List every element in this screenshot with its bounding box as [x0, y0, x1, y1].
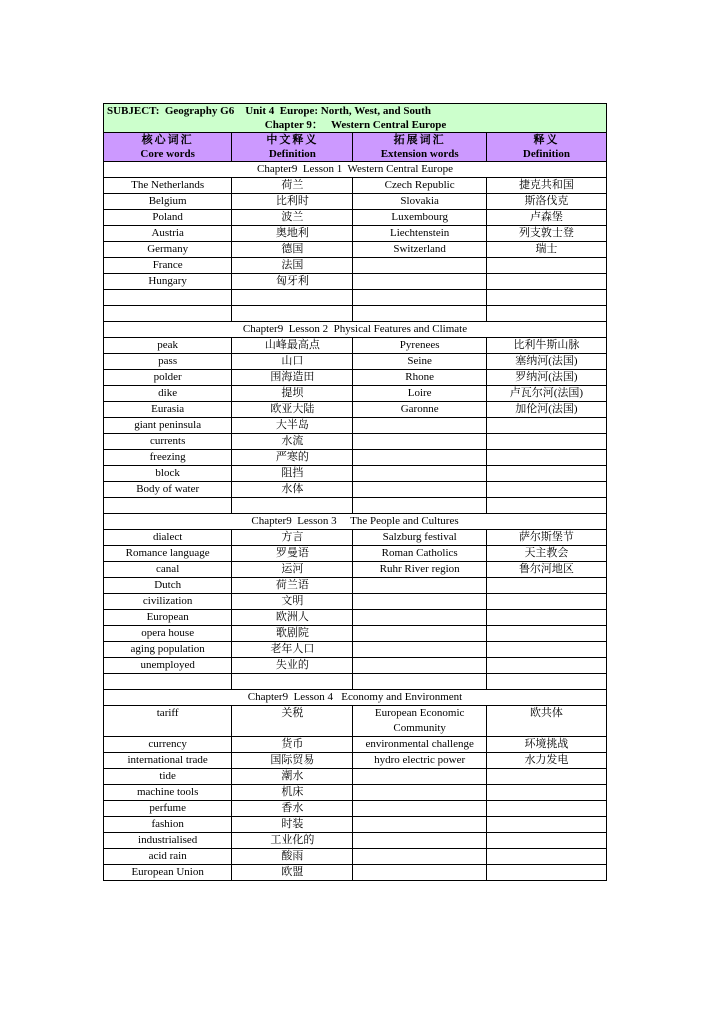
core-definition-cell: 欧盟	[232, 865, 353, 881]
table-row	[104, 546, 607, 562]
core-word-cell: polder	[104, 370, 232, 386]
column-header-extension-words	[353, 133, 486, 162]
extension-word-cell	[353, 801, 486, 817]
extension-definition-cell	[486, 865, 606, 881]
core-word-cell: giant peninsula	[104, 418, 232, 434]
column-header-extension-definition	[486, 133, 606, 162]
core-word-cell: pass	[104, 354, 232, 370]
core-word-cell: Germany	[104, 242, 232, 258]
extension-word-cell	[353, 258, 486, 274]
core-word-cell: unemployed	[104, 658, 232, 674]
table-row	[104, 354, 607, 370]
core-word-cell: peak	[104, 338, 232, 354]
table-row	[104, 817, 607, 833]
table-row	[104, 498, 607, 514]
extension-word-cell	[353, 642, 486, 658]
extension-definition-cell: 加伦河(法国)	[486, 402, 606, 418]
extension-definition-cell: 卢瓦尔河(法国)	[486, 386, 606, 402]
extension-word-cell	[353, 865, 486, 881]
extension-definition-cell: 比利牛斯山脉	[486, 338, 606, 354]
column-header-cn: 拓展词汇	[393, 134, 446, 146]
table-row	[104, 338, 607, 354]
table-row	[104, 610, 607, 626]
extension-definition-cell	[486, 626, 606, 642]
table-row	[104, 753, 607, 769]
core-definition-cell: 关税	[232, 706, 353, 737]
table-row	[104, 418, 607, 434]
extension-word-cell	[353, 626, 486, 642]
core-word-cell: opera house	[104, 626, 232, 642]
column-header-en: Core words	[140, 148, 195, 160]
core-word-cell: Poland	[104, 210, 232, 226]
table-row	[104, 642, 607, 658]
table-row	[104, 849, 607, 865]
core-definition-cell	[232, 498, 353, 514]
extension-word-cell: Pyrenees	[353, 338, 486, 354]
extension-word-cell: Roman Catholics	[353, 546, 486, 562]
core-definition-cell	[232, 306, 353, 322]
extension-word-cell	[353, 658, 486, 674]
core-definition-cell: 山峰最高点	[232, 338, 353, 354]
table-row	[104, 194, 607, 210]
core-word-cell: tariff	[104, 706, 232, 737]
extension-word-cell: Garonne	[353, 402, 486, 418]
extension-word-cell	[353, 817, 486, 833]
core-definition-cell: 方言	[232, 530, 353, 546]
extension-definition-cell	[486, 594, 606, 610]
subject-header	[104, 104, 607, 133]
core-word-cell: canal	[104, 562, 232, 578]
column-header-row	[104, 133, 607, 162]
core-word-cell: perfume	[104, 801, 232, 817]
table-row	[104, 801, 607, 817]
core-word-cell: Belgium	[104, 194, 232, 210]
core-word-cell: European Union	[104, 865, 232, 881]
column-header-cn: 中文释义	[266, 134, 319, 146]
extension-word-cell: Switzerland	[353, 242, 486, 258]
extension-word-cell	[353, 306, 486, 322]
extension-definition-cell: 萨尔斯堡节	[486, 530, 606, 546]
core-definition-cell	[232, 674, 353, 690]
table-row	[104, 594, 607, 610]
extension-word-cell: Salzburg festival	[353, 530, 486, 546]
core-word-cell: dike	[104, 386, 232, 402]
core-word-cell: dialect	[104, 530, 232, 546]
core-word-cell	[104, 498, 232, 514]
core-word-cell: industrialised	[104, 833, 232, 849]
column-header-cn: 释义	[533, 134, 560, 146]
core-definition-cell: 大半岛	[232, 418, 353, 434]
column-header-en: Extension words	[380, 148, 459, 160]
extension-definition-cell	[486, 578, 606, 594]
core-word-cell: freezing	[104, 450, 232, 466]
core-definition-cell: 荷兰	[232, 178, 353, 194]
extension-word-cell: Seine	[353, 354, 486, 370]
table-row	[104, 530, 607, 546]
core-word-cell: aging population	[104, 642, 232, 658]
extension-word-cell	[353, 482, 486, 498]
extension-definition-cell	[486, 306, 606, 322]
core-word-cell: Eurasia	[104, 402, 232, 418]
table-row	[104, 737, 607, 753]
table-row	[104, 434, 607, 450]
table-row	[104, 178, 607, 194]
lesson-title: Chapter9 Lesson 1 Western Central Europe	[104, 162, 607, 178]
lesson-title-row	[104, 162, 607, 178]
core-word-cell: fashion	[104, 817, 232, 833]
extension-definition-cell	[486, 450, 606, 466]
extension-word-cell	[353, 849, 486, 865]
extension-definition-cell: 捷克共和国	[486, 178, 606, 194]
core-word-cell: Hungary	[104, 274, 232, 290]
core-definition-cell: 奥地利	[232, 226, 353, 242]
core-definition-cell: 水体	[232, 482, 353, 498]
core-definition-cell: 匈牙利	[232, 274, 353, 290]
vocabulary-sheet	[103, 103, 607, 881]
table-row	[104, 578, 607, 594]
core-word-cell: Romance language	[104, 546, 232, 562]
core-definition-cell: 机床	[232, 785, 353, 801]
extension-word-cell	[353, 594, 486, 610]
extension-definition-cell: 天主教会	[486, 546, 606, 562]
extension-word-cell	[353, 769, 486, 785]
core-definition-cell: 失业的	[232, 658, 353, 674]
table-row	[104, 258, 607, 274]
extension-definition-cell: 水力发电	[486, 753, 606, 769]
vocabulary-table	[103, 103, 607, 881]
extension-definition-cell	[486, 658, 606, 674]
table-row	[104, 370, 607, 386]
extension-definition-cell: 斯洛伐克	[486, 194, 606, 210]
core-definition-cell: 阻挡	[232, 466, 353, 482]
core-definition-cell: 荷兰语	[232, 578, 353, 594]
extension-word-cell	[353, 498, 486, 514]
table-row	[104, 626, 607, 642]
core-word-cell: France	[104, 258, 232, 274]
table-row	[104, 674, 607, 690]
lesson-title-row	[104, 690, 607, 706]
column-header-en: Definition	[522, 148, 570, 160]
column-header-cn: 核心词汇	[141, 134, 194, 146]
core-word-cell: The Netherlands	[104, 178, 232, 194]
extension-word-cell	[353, 610, 486, 626]
extension-definition-cell	[486, 274, 606, 290]
core-word-cell: currency	[104, 737, 232, 753]
core-definition-cell: 比利时	[232, 194, 353, 210]
core-definition-cell: 欧亚大陆	[232, 402, 353, 418]
core-definition-cell: 罗曼语	[232, 546, 353, 562]
core-word-cell: international trade	[104, 753, 232, 769]
extension-definition-cell	[486, 290, 606, 306]
extension-word-cell: Slovakia	[353, 194, 486, 210]
extension-word-cell	[353, 466, 486, 482]
lesson-title-row	[104, 322, 607, 338]
lesson-title-row	[104, 514, 607, 530]
extension-word-cell	[353, 785, 486, 801]
table-row	[104, 274, 607, 290]
extension-definition-cell	[486, 466, 606, 482]
extension-word-cell	[353, 290, 486, 306]
extension-word-cell: Czech Republic	[353, 178, 486, 194]
core-word-cell: European	[104, 610, 232, 626]
core-word-cell: Austria	[104, 226, 232, 242]
extension-word-cell: European Economic Community	[353, 706, 486, 737]
table-row	[104, 242, 607, 258]
extension-definition-cell	[486, 610, 606, 626]
table-row	[104, 210, 607, 226]
extension-word-cell	[353, 450, 486, 466]
core-definition-cell: 老年人口	[232, 642, 353, 658]
lesson-title: Chapter9 Lesson 4 Economy and Environment	[104, 690, 607, 706]
table-row	[104, 226, 607, 242]
core-definition-cell: 香水	[232, 801, 353, 817]
extension-definition-cell	[486, 434, 606, 450]
core-definition-cell: 严寒的	[232, 450, 353, 466]
core-definition-cell: 运河	[232, 562, 353, 578]
table-row	[104, 785, 607, 801]
extension-word-cell: Ruhr River region	[353, 562, 486, 578]
table-row	[104, 706, 607, 737]
core-word-cell: Dutch	[104, 578, 232, 594]
subject-header-row	[104, 104, 607, 133]
column-header-en: Definition	[268, 148, 316, 160]
extension-definition-cell	[486, 482, 606, 498]
extension-definition-cell	[486, 769, 606, 785]
extension-definition-cell: 环境挑战	[486, 737, 606, 753]
extension-definition-cell	[486, 418, 606, 434]
core-definition-cell: 歌剧院	[232, 626, 353, 642]
extension-definition-cell: 欧共体	[486, 706, 606, 737]
core-word-cell: currents	[104, 434, 232, 450]
table-row	[104, 769, 607, 785]
core-definition-cell: 围海造田	[232, 370, 353, 386]
core-definition-cell: 德国	[232, 242, 353, 258]
extension-word-cell: Liechtenstein	[353, 226, 486, 242]
table-row	[104, 290, 607, 306]
table-row	[104, 865, 607, 881]
extension-definition-cell	[486, 642, 606, 658]
core-word-cell	[104, 306, 232, 322]
extension-word-cell	[353, 418, 486, 434]
core-definition-cell: 时装	[232, 817, 353, 833]
core-word-cell: Body of water	[104, 482, 232, 498]
table-row	[104, 386, 607, 402]
extension-definition-cell	[486, 833, 606, 849]
core-definition-cell: 酸雨	[232, 849, 353, 865]
subject-line-2: Chapter 9： Western Central Europe	[264, 119, 447, 131]
core-word-cell	[104, 290, 232, 306]
extension-word-cell: Luxembourg	[353, 210, 486, 226]
table-row	[104, 482, 607, 498]
core-definition-cell: 波兰	[232, 210, 353, 226]
core-word-cell: machine tools	[104, 785, 232, 801]
core-definition-cell: 潮水	[232, 769, 353, 785]
core-word-cell: block	[104, 466, 232, 482]
extension-definition-cell: 卢森堡	[486, 210, 606, 226]
extension-definition-cell: 鲁尔河地区	[486, 562, 606, 578]
core-definition-cell	[232, 290, 353, 306]
core-word-cell: tide	[104, 769, 232, 785]
extension-definition-cell	[486, 785, 606, 801]
core-definition-cell: 山口	[232, 354, 353, 370]
table-row	[104, 833, 607, 849]
extension-definition-cell	[486, 674, 606, 690]
extension-word-cell: Loire	[353, 386, 486, 402]
extension-definition-cell: 瑞士	[486, 242, 606, 258]
extension-definition-cell: 塞纳河(法国)	[486, 354, 606, 370]
table-row	[104, 450, 607, 466]
core-definition-cell: 欧洲人	[232, 610, 353, 626]
column-header-definition	[232, 133, 353, 162]
extension-definition-cell	[486, 498, 606, 514]
lesson-title: Chapter9 Lesson 3 The People and Cultures	[104, 514, 607, 530]
extension-definition-cell	[486, 817, 606, 833]
core-word-cell: acid rain	[104, 849, 232, 865]
core-definition-cell: 水流	[232, 434, 353, 450]
extension-word-cell	[353, 833, 486, 849]
extension-word-cell	[353, 578, 486, 594]
extension-word-cell	[353, 274, 486, 290]
extension-word-cell: environmental challenge	[353, 737, 486, 753]
table-row	[104, 466, 607, 482]
core-definition-cell: 工业化的	[232, 833, 353, 849]
core-definition-cell: 提坝	[232, 386, 353, 402]
core-definition-cell: 货币	[232, 737, 353, 753]
core-definition-cell: 国际贸易	[232, 753, 353, 769]
table-row	[104, 562, 607, 578]
column-header-core-words	[104, 133, 232, 162]
core-word-cell	[104, 674, 232, 690]
extension-definition-cell: 列支敦士登	[486, 226, 606, 242]
extension-word-cell: hydro electric power	[353, 753, 486, 769]
lesson-title: Chapter9 Lesson 2 Physical Features and Climate	[104, 322, 607, 338]
table-row	[104, 402, 607, 418]
subject-line-1: SUBJECT: Geography G6 Unit 4 Europe: North, West, and South	[107, 105, 431, 117]
extension-definition-cell: 罗纳河(法国)	[486, 370, 606, 386]
extension-definition-cell	[486, 258, 606, 274]
core-word-cell: civilization	[104, 594, 232, 610]
extension-word-cell: Rhone	[353, 370, 486, 386]
core-definition-cell: 法国	[232, 258, 353, 274]
table-row	[104, 306, 607, 322]
extension-definition-cell	[486, 849, 606, 865]
extension-word-cell	[353, 434, 486, 450]
extension-word-cell	[353, 674, 486, 690]
table-row	[104, 658, 607, 674]
core-definition-cell: 文明	[232, 594, 353, 610]
extension-definition-cell	[486, 801, 606, 817]
